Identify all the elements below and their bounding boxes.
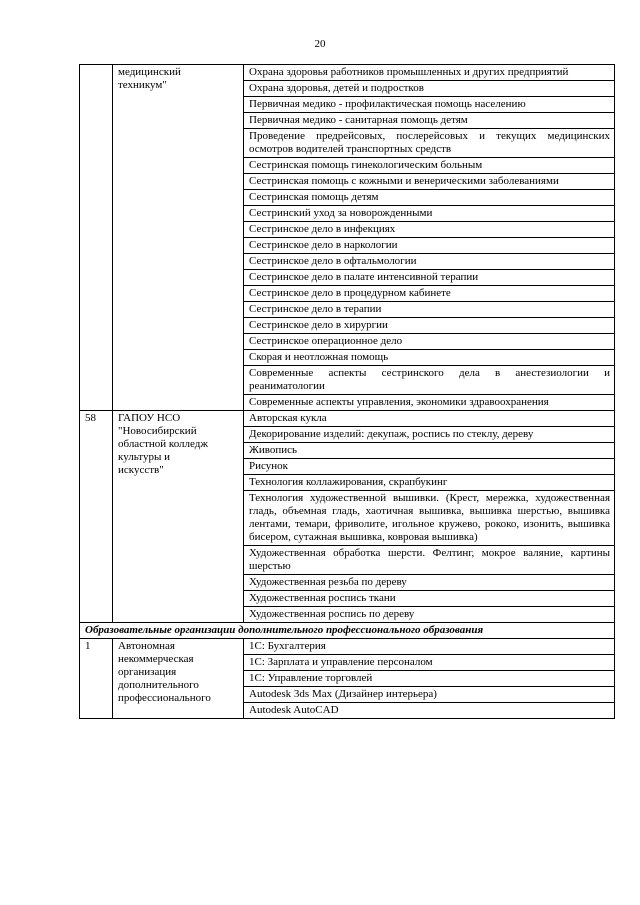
table-row: [80, 65, 615, 81]
org-name: медицинский техникум": [113, 65, 244, 411]
program-name: Сестринское дело в процедурном кабинете: [244, 286, 615, 302]
program-name: Сестринская помощь детям: [244, 190, 615, 206]
program-name: Сестринское дело в наркологии: [244, 238, 615, 254]
program-name: Художественная обработка шерсти. Фелтинг, мокрое валяние, картины шерстью: [244, 546, 615, 575]
programs-table-body: [80, 65, 615, 719]
section-title: Образовательные организации дополнительного профессионального образования: [80, 623, 615, 639]
program-name: Сестринский уход за новорожденными: [244, 206, 615, 222]
program-name: Сестринская помощь с кожными и венерическими заболеваниями: [244, 174, 615, 190]
page-number: 20: [314, 38, 326, 50]
program-name: Сестринское дело в терапии: [244, 302, 615, 318]
program-name: Технология коллажирования, скрапбукинг: [244, 475, 615, 491]
program-name: Современные аспекты управления, экономики здравоохранения: [244, 395, 615, 411]
program-name: Сестринское дело в хирургии: [244, 318, 615, 334]
program-name: 1С: Бухгалтерия: [244, 639, 615, 655]
program-name: Художественная резьба по дереву: [244, 575, 615, 591]
table-row: [80, 639, 615, 655]
program-name: Autodesk 3ds Max (Дизайнер интерьера): [244, 687, 615, 703]
program-name: Охрана здоровья работников промышленных и других предприятий: [244, 65, 615, 81]
program-name: Декорирование изделий: декупаж, роспись по стеклу, дереву: [244, 427, 615, 443]
table-row: [80, 411, 615, 427]
program-name: Первичная медико - санитарная помощь детям: [244, 113, 615, 129]
org-number: [80, 65, 113, 411]
program-name: Сестринское дело в инфекциях: [244, 222, 615, 238]
program-name: Сестринское дело в палате интенсивной терапии: [244, 270, 615, 286]
program-name: 1С: Управление торговлей: [244, 671, 615, 687]
program-name: 1С: Зарплата и управление персоналом: [244, 655, 615, 671]
org-number: 58: [80, 411, 113, 623]
program-name: Охрана здоровья, детей и подростков: [244, 81, 615, 97]
program-name: Художественная роспись ткани: [244, 591, 615, 607]
program-name: Художественная роспись по дереву: [244, 607, 615, 623]
program-name: Сестринское операционное дело: [244, 334, 615, 350]
program-name: Рисунок: [244, 459, 615, 475]
section-row: [80, 623, 615, 639]
program-name: Живопись: [244, 443, 615, 459]
program-name: Сестринская помощь гинекологическим больным: [244, 158, 615, 174]
program-name: Первичная медико - профилактическая помощь населению: [244, 97, 615, 113]
org-number: 1: [80, 639, 113, 719]
program-name: Скорая и неотложная помощь: [244, 350, 615, 366]
program-name: Технология художественной вышивки. (Крест, мережка, художественная гладь, объемная гладь, хаотичная вышивка, вышивка шерстью, вышивка лентами, темари, фриволите, игольное кружево, рококо, изонить, вышивка бисером, сутажная вышивка, ковровая вышивка): [244, 491, 615, 546]
org-name: ГАПОУ НСО "Новосибирский областной колледж культуры и искусств": [113, 411, 244, 623]
program-name: Проведение предрейсовых, послерейсовых и текущих медицинских осмотров водителей транспортных средств: [244, 129, 615, 158]
program-name: Autodesk AutoCAD: [244, 703, 615, 719]
program-name: Сестринское дело в офтальмологии: [244, 254, 615, 270]
program-name: Авторская кукла: [244, 411, 615, 427]
programs-table: [79, 64, 615, 719]
program-name: Современные аспекты сестринского дела в анестезиологии и реаниматологии: [244, 366, 615, 395]
org-name: Автономная некоммерческая организация дополнительного профессионального: [113, 639, 244, 719]
